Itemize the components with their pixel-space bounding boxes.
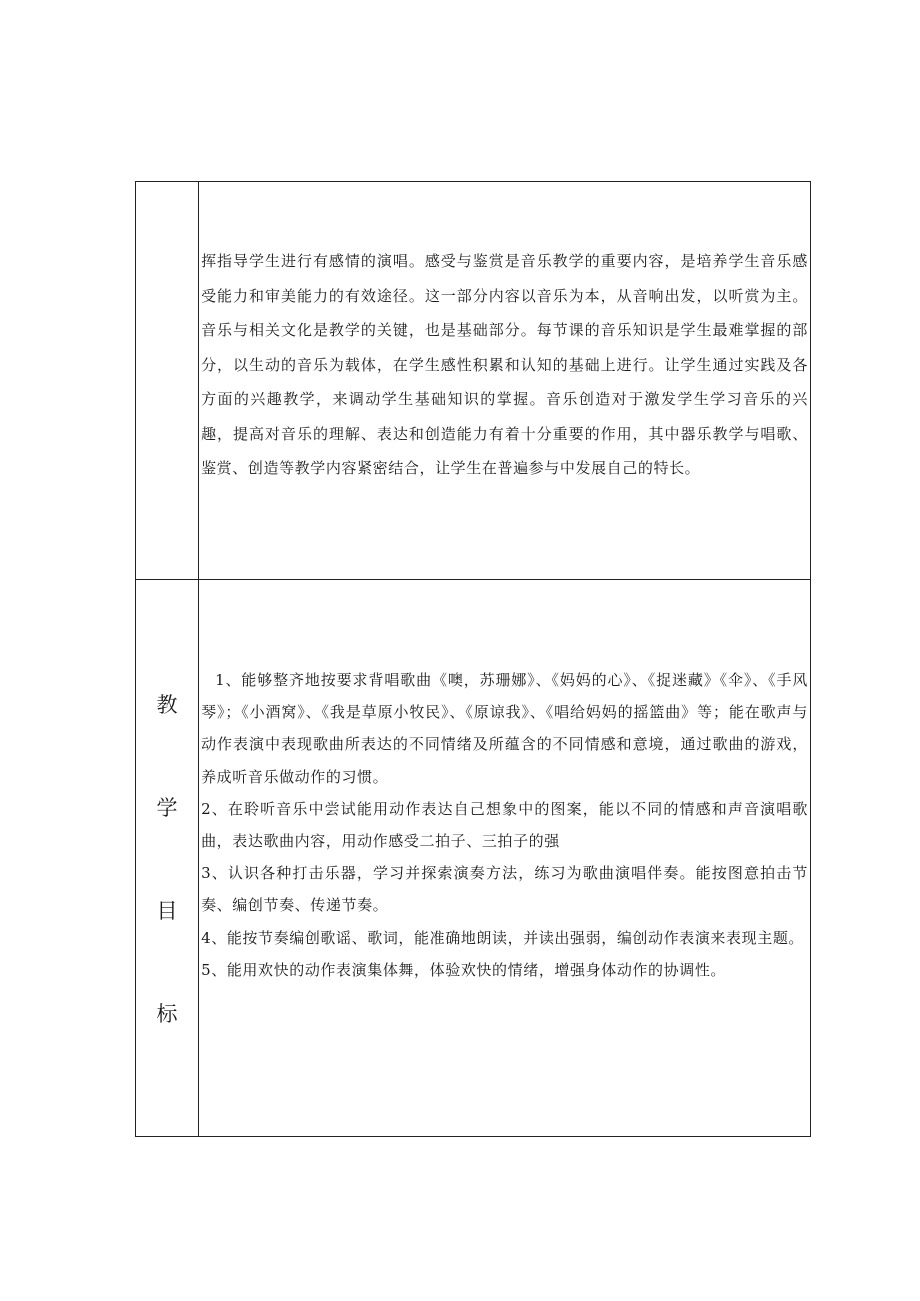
goals-row <box>136 580 811 1137</box>
goal-item-1: 1、能够整齐地按要求背唱歌曲《噢，苏珊娜》、《妈妈的心》、《捉迷藏》《伞》、《手风琴》；《小酒窝》、《我是草原小牧民》、《原谅我》、《唱给妈妈的摇篮曲》等；能在歌声与动作表演中表现歌曲所表达的不同情绪及所蕴含的不同情感和意境，通过歌曲的游戏，养成听音乐做动作的习惯。 <box>201 671 808 786</box>
goals-label <box>136 692 198 1104</box>
overview-paragraph: 挥指导学生进行有感情的演唱。感受与鉴赏是音乐教学的重要内容，是培养学生音乐感受能力和审美能力的有效途径。这一部分内容以音乐为本，从音响出发，以听赏为主。音乐与相关文化是教学的关键，也是基础部分。每节课的音乐知识是学生最难掌握的部分，以生动的音乐为载体，在学生感性积累和认知的基础上进行。让学生通过实践及各方面的兴趣教学，来调动学生基础知识的掌握。音乐创造对于激发学生学习音乐的兴趣，提高对音乐的理解、表达和创造能力有着十分重要的作用，其中器乐教学与唱歌、鉴赏、创造等教学内容紧密结合，让学生在普遍参与中发展自己的特长。 <box>201 252 808 477</box>
overview-content-cell <box>199 182 811 580</box>
goal-item-2: 2、在聆听音乐中尝试能用动作表达自己想象中的图案，能以不同的情感和声音演唱歌曲，表达歌曲内容，用动作感受二拍子、三拍子的强 <box>201 799 808 851</box>
goal-item-3: 3、认识各种打击乐器，学习并探索演奏方法，练习为歌曲演唱伴奏。能按图意拍击节奏、编创节奏、传递节奏。 <box>201 864 808 915</box>
goals-label-char: 目 <box>156 899 178 923</box>
goal-item-5: 5、能用欢快的动作表演集体舞，体验欢快的情绪，增强身体动作的协调性。 <box>201 960 727 979</box>
goals-label-char: 标 <box>156 1002 178 1026</box>
overview-row <box>136 182 811 580</box>
goal-item-4: 4、能按节奏编创歌谣、歌词，能准确地朗读，并读出强弱，编创动作表演来表现主题。 <box>201 928 805 947</box>
lesson-plan-table <box>135 181 811 1137</box>
overview-label-cell <box>136 182 199 580</box>
goals-content-cell <box>199 580 811 1137</box>
goals-label-cell <box>136 580 199 1137</box>
goals-label-char: 教 <box>156 693 178 717</box>
goals-label-char: 学 <box>156 796 178 820</box>
